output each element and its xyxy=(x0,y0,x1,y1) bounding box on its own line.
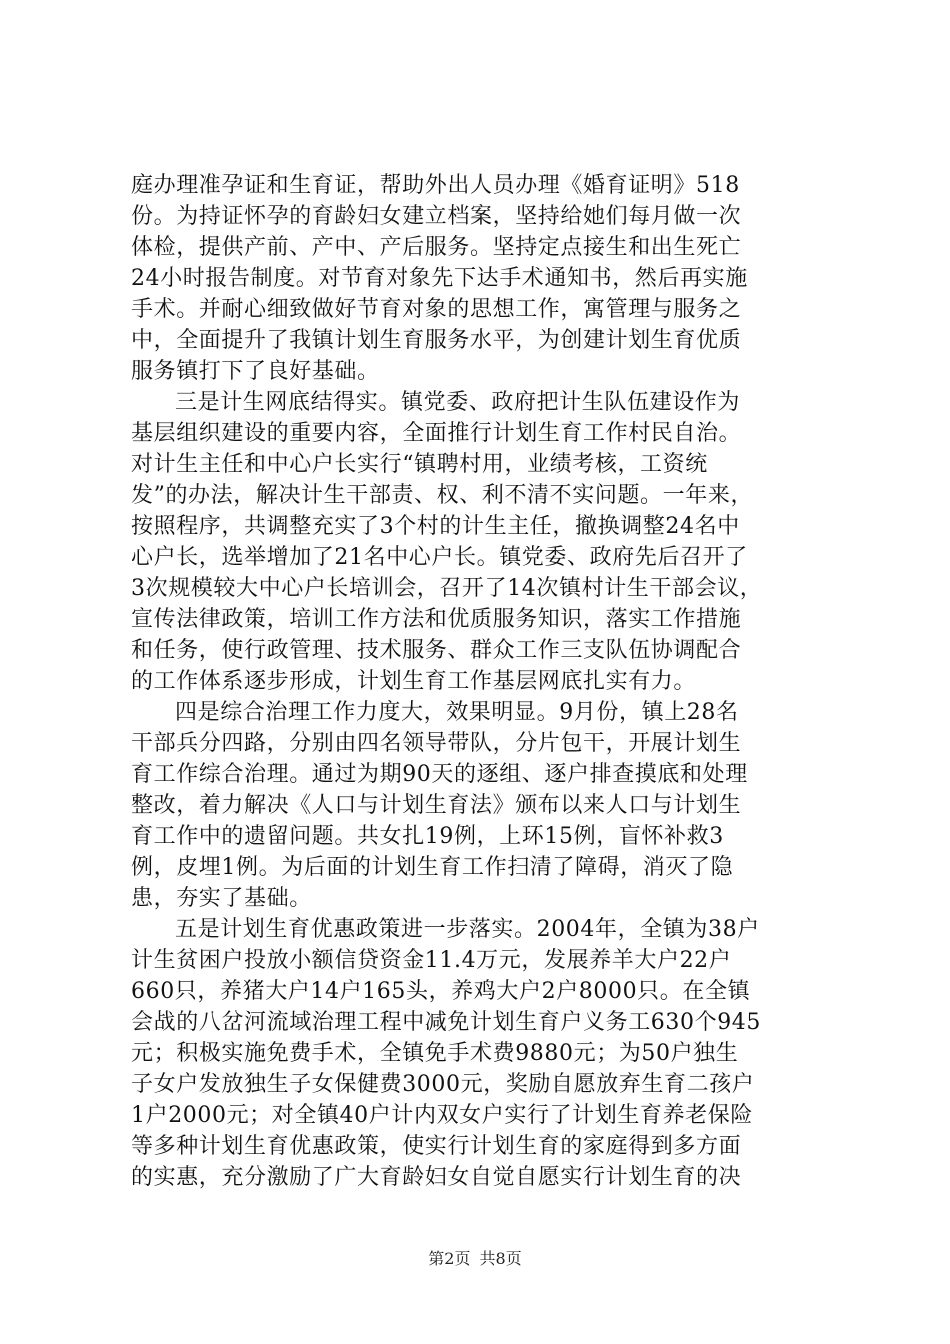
text-line: 中，全面提升了我镇计划生育服务水平，为创建计划生育优质 xyxy=(131,328,742,353)
text-line: 对计生主任和中心户长实行“镇聘村用，业绩考核，工资统 xyxy=(131,452,708,477)
text-line: 等多种计划生育优惠政策，使实行计划生育的家庭得到多方面 xyxy=(131,1134,742,1159)
text-line: 育工作中的遗留问题。共女扎19例，上环15例，盲怀补救3 xyxy=(131,824,724,849)
text-line: 的实惠，充分激励了广大育龄妇女自觉自愿实行计划生育的决 xyxy=(131,1165,742,1190)
text-line: 子女户发放独生子女保健费3000元，奖励自愿放弃生育二孩户 xyxy=(131,1072,755,1097)
paragraph-start-line: 五是计划生育优惠政策进一步落实。2004年，全镇为38户 xyxy=(175,917,760,942)
text-line: 干部兵分四路，分别由四名领导带队，分片包干，开展计划生 xyxy=(131,731,742,756)
text-line: 元；积极实施免费手术，全镇免手术费9880元；为50户独生 xyxy=(131,1041,739,1066)
text-line: 会战的八岔河流域治理工程中减免计划生育户义务工630个945 xyxy=(131,1010,761,1035)
text-line: 1户2000元；对全镇40户计内双女户实行了计划生育养老保险 xyxy=(131,1103,753,1128)
text-line: 手术。并耐心细致做好节育对象的思想工作，寓管理与服务之 xyxy=(131,297,742,322)
text-line: 整改，着力解决《人口与计划生育法》颁布以来人口与计划生 xyxy=(131,793,742,818)
text-line: 宣传法律政策，培训工作方法和优质服务知识，落实工作措施 xyxy=(131,607,742,632)
text-line: 患，夯实了基础。 xyxy=(131,886,312,911)
text-line: 24小时报告制度。对节育对象先下达手术通知书，然后再实施 xyxy=(131,266,748,291)
paragraph-start-line: 三是计生网底结得实。镇党委、政府把计生队伍建设作为 xyxy=(175,390,741,415)
text-line: 心户长，选举增加了21名中心户长。镇党委、政府先后召开了 xyxy=(131,545,748,570)
paragraph-start-line: 四是综合治理工作力度大，效果明显。9月份，镇上28名 xyxy=(175,700,739,725)
page-total: 共8页 xyxy=(479,1249,522,1268)
page-footer xyxy=(0,1249,950,1269)
text-line: 庭办理准孕证和生育证，帮助外出人员办理《婚育证明》518 xyxy=(131,173,740,198)
text-line: 份。为持证怀孕的育龄妇女建立档案，坚持给她们每月做一次 xyxy=(131,204,742,229)
text-line: 计生贫困户投放小额信贷资金11.4万元，发展养羊大户22户 xyxy=(131,948,732,973)
text-line: 体检，提供产前、产中、产后服务。坚持定点接生和出生死亡 xyxy=(131,235,742,260)
text-line: 育工作综合治理。通过为期90天的逐组、逐户排查摸底和处理 xyxy=(131,762,748,787)
text-line: 3次规模较大中心户长培训会，召开了14次镇村计生干部会议， xyxy=(131,576,763,601)
text-line: 例，皮埋1例。为后面的计划生育工作扫清了障碍，消灭了隐 xyxy=(131,855,734,880)
document-body xyxy=(131,170,831,1193)
text-line: 基层组织建设的重要内容，全面推行计划生育工作村民自治。 xyxy=(131,421,742,446)
text-line: 发”的办法，解决计生干部责、权、利不清不实问题。一年来， xyxy=(131,483,754,508)
text-line: 660只，养猪大户14户165头，养鸡大户2户8000只。在全镇 xyxy=(131,979,751,1004)
text-line: 按照程序，共调整充实了3个村的计生主任，撤换调整24名中 xyxy=(131,514,740,539)
page-number: 第2页 xyxy=(428,1249,471,1268)
text-line: 和任务，使行政管理、技术服务、群众工作三支队伍协调配合 xyxy=(131,638,742,663)
text-line: 服务镇打下了良好基础。 xyxy=(131,359,380,384)
text-line: 的工作体系逐步形成，计划生育工作基层网底扎实有力。 xyxy=(131,669,697,694)
